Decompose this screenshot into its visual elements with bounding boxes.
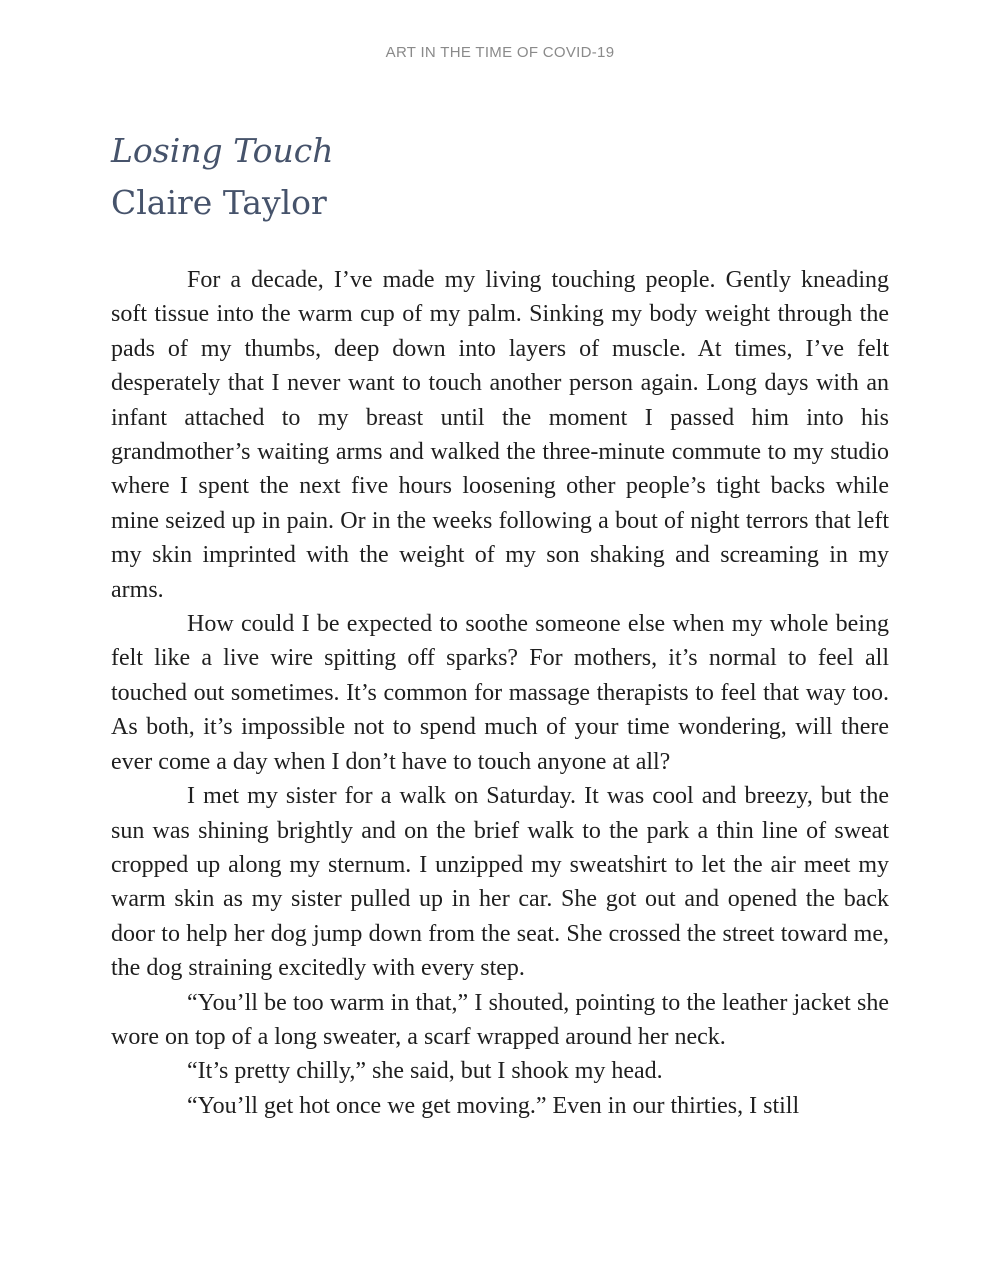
story-title: Losing Touch — [111, 131, 334, 170]
story-body — [111, 263, 889, 1123]
paragraph: For a decade, I’ve made my living touching people. Gently kneading soft tissue into the warm cup of my palm. Sinking my body weight through the pads of my thumbs, deep down into layers of muscle. At times, I’ve felt desperately that I never want to touch another person again. Long days with an infant attached to my breast until the moment I passed him into his grandmother’s waiting arms and walked the three-minute commute to my studio where I spent the next five hours loosening other people’s tight backs while mine seized up in pain. Or in the weeks following a bout of night terrors that left my skin imprinted with the weight of my son shaking and screaming in my arms. — [111, 267, 889, 603]
running-header: ART IN THE TIME OF COVID-19 — [385, 44, 615, 61]
paragraph: “It’s pretty chilly,” she said, but I shook my head. — [187, 1058, 663, 1085]
paragraph: I met my sister for a walk on Saturday. It was cool and breezy, but the sun was shining brightly and on the brief walk to the park a thin line of sweat cropped up along my sternum. I unzipped my sweatshirt to let the air meet my warm skin as my sister pulled up in her car. She got out and opened the back door to help her dog jump down from the seat. She crossed the street toward me, the dog straining excitedly with every step. — [111, 783, 889, 982]
title-block — [111, 128, 891, 232]
author-name: Claire Taylor — [111, 183, 327, 222]
paragraph: “You’ll be too warm in that,” I shouted, pointing to the leather jacket she wore on top of a long sweater, a scarf wrapped around her neck. — [111, 989, 889, 1050]
paragraph: “You’ll get hot once we get moving.” Even in our thirties, I still — [187, 1092, 800, 1119]
paragraph: How could I be expected to soothe someone else when my whole being felt like a live wire spitting off sparks? For mothers, it’s normal to feel all touched out sometimes. It’s common for massage therapists to feel that way too. As both, it’s impossible not to spend much of your time wondering, will there ever come a day when I don’t have to touch anyone at all? — [111, 611, 889, 775]
